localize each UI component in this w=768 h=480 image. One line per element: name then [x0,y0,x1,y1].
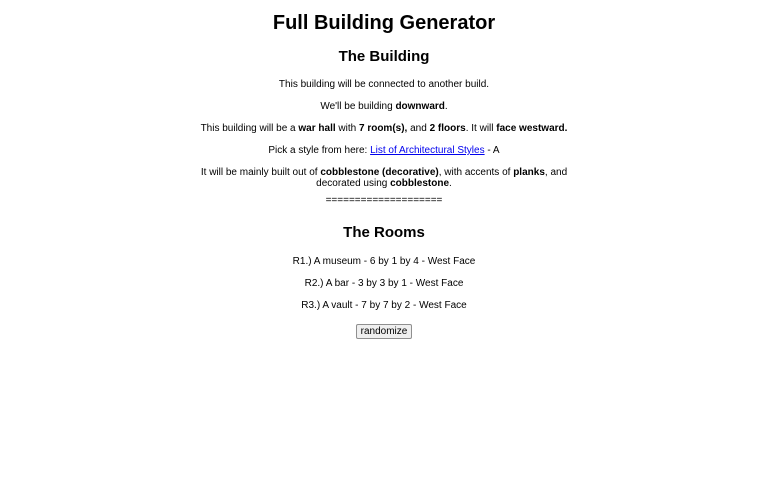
type-with: with [335,123,359,134]
rooms-heading: The Rooms [343,224,425,241]
separator: ==================== [325,195,443,206]
direction-text [0,101,768,112]
building-type: war hall [298,123,336,134]
direction-suffix: . [444,101,448,112]
style-text [0,145,768,156]
style-prefix: Pick a style from here: [268,145,371,156]
facing-direction: face westward. [496,123,568,134]
style-suffix: - A [484,145,500,156]
connection-text: This building will be connected to another build. [278,79,490,90]
room-count: 7 room(s), [358,123,408,134]
room-item: R1.) A museum - 6 by 1 by 4 - West Face [292,256,476,267]
direction-value: downward [395,101,445,112]
main-material: cobblestone (decorative) [320,167,439,178]
materials-mid2: , and decorated using [316,167,568,189]
materials-prefix: It will be mainly built out of [200,167,321,178]
materials-suffix: . [449,178,452,189]
type-and: and [407,123,430,134]
direction-prefix: We'll be building [320,101,396,112]
button-wrapper [0,321,768,339]
decor-material: cobblestone [390,178,450,189]
architectural-styles-link[interactable]: List of Architectural Styles [370,145,485,156]
building-heading: The Building [338,48,430,65]
building-type-text [0,123,768,134]
materials-text [184,167,584,189]
floor-count: 2 floors [429,123,466,134]
randomize-button[interactable]: randomize [356,324,413,339]
page-title: Full Building Generator [272,12,496,34]
type-mid: . It will [465,123,497,134]
type-prefix: This building will be a [200,123,299,134]
materials-mid: , with accents of [438,167,514,178]
room-item: R3.) A vault - 7 by 7 by 2 - West Face [301,300,467,311]
accent-material: planks [513,167,545,178]
room-item: R2.) A bar - 3 by 3 by 1 - West Face [304,278,464,289]
